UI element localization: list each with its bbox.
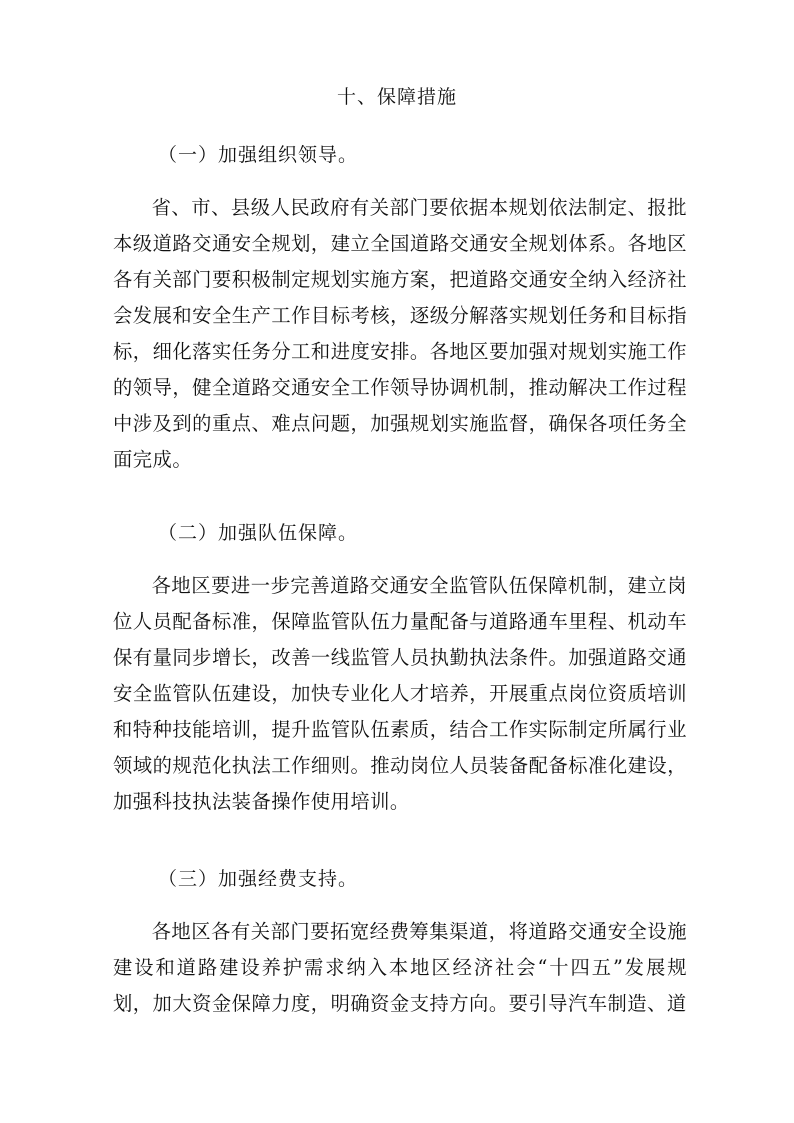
paragraph-1: 省、市、县级人民政府有关部门要依据本规划依法制定、报批本级道路交通安全规划，建立全国道路交通安全规划体系。各地区各有关部门要积极制定规划实施方案，把道路交通安全纳入经济社会发展和安全生产工作目标考核，逐级分解落实规划任务和目标指标，细化落实任务分工和进度安排。各地区要加强对规划实施工作的领导，健全道路交通安全工作领导协调机制，推动解决工作过程中涉及到的重点、难点问题，加强规划实施监督，确保各项任务全面完成。 [113,196,687,471]
subsection-heading-3: （三）加强经费支持。 [158,868,359,890]
paragraph-3: 各地区各有关部门要拓宽经费筹集渠道，将道路交通安全设施建设和道路建设养护需求纳入本地区经济社会“十四五”发展规划，加大资金保障力度，明确资金支持方向。要引导汽车制造、道 [113,920,687,1015]
subsection-heading-1: （一）加强组织领导。 [158,144,359,166]
subsection-heading-2: （二）加强队伍保障。 [158,522,359,544]
section-title: 十、保障措施 [336,86,457,108]
paragraph-2: 各地区要进一步完善道路交通安全监管队伍保障机制，建立岗位人员配备标准，保障监管队伍力量配备与道路通车里程、机动车保有量同步增长，改善一线监管人员执勤执法条件。加强道路交通安全监管队伍建设，加快专业化人才培养，开展重点岗位资质培训和特种技能培训，提升监管队伍素质，结合工作实际制定所属行业领域的规范化执法工作细则。推动岗位人员装备配备标准化建设，加强科技执法装备操作使用培训。 [113,574,687,813]
